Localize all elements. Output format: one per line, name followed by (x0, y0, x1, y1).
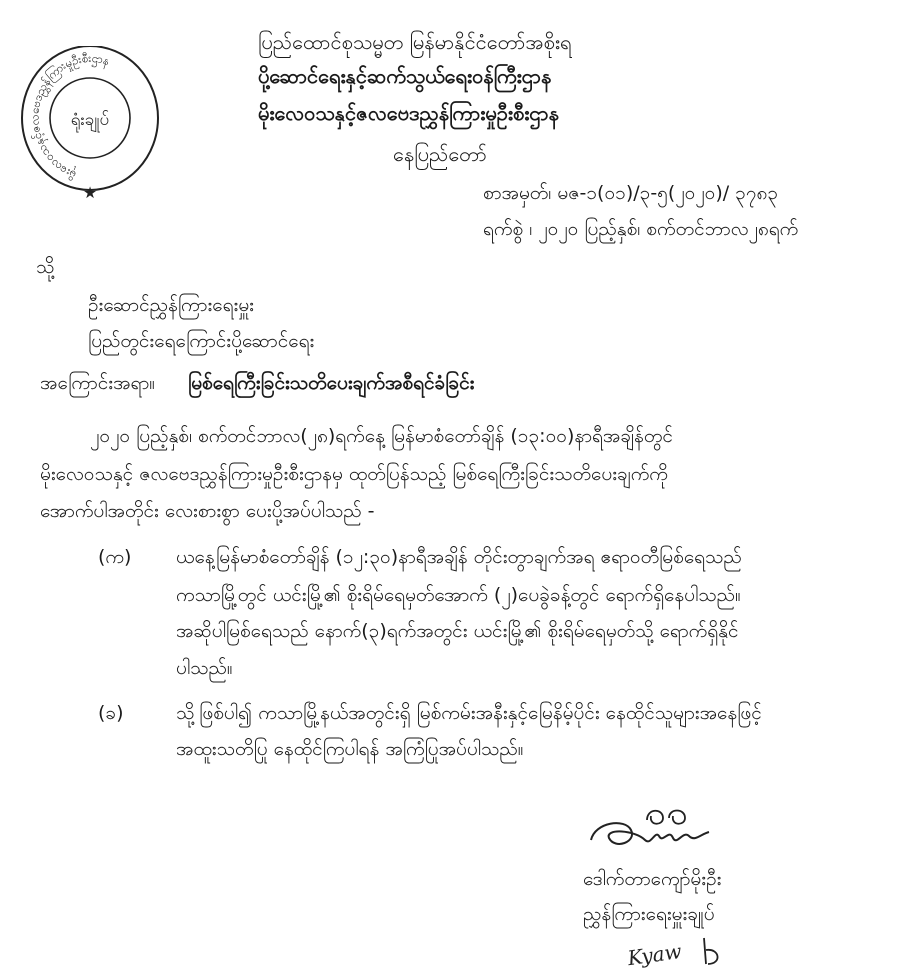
header-line-3: မိုးလေဝသနှင့်ဇလဗေဒညွှန်ကြားမှုဦးစီးဌာန (258, 101, 559, 125)
item-b-label: (ခ) (98, 702, 124, 724)
recipient-line-2: ပြည်တွင်းရေကြောင်းပို့ဆောင်ရေး (88, 330, 315, 352)
recipient-line-1: ဦးဆောင်ညွှန်ကြားရေးမှူး (88, 294, 255, 316)
seal-star-icon: ★ (82, 183, 98, 202)
department-seal (18, 46, 163, 204)
item-a-line-3: အဆိုပါမြစ်ရေသည် နောက်(၃)ရက်အတွင်း ယင်းမြို့၏ စိုးရိမ်ရေမှတ်သို့ ရောက်ရှိနိုင် (176, 620, 739, 642)
item-a-label: (က) (98, 546, 132, 568)
body-intro-line-1: ၂၀၂၀ ပြည့်နှစ်၊ စက်တင်ဘာလ(၂၈)ရက်နေ့ မြန်မာစံတော်ချိန် (၁၃:၀၀)နာရီအချိန်တွင် (90, 425, 673, 447)
seal-center-text: ရုံးချုပ် (70, 110, 110, 130)
body-intro-line-2: မိုးလေဝသနှင့် ဇလဗေဒညွှန်ကြားမှုဦးစီးဌာနမှ ထုတ်ပြန်သည့် မြစ်ရေကြီးခြင်းသတိပေးချက်ကို (40, 463, 668, 485)
signatory-name: ဒေါက်တာကျော်မိုးဦး (583, 868, 722, 890)
item-a-line-1: ယနေ့မြန်မာစံတော်ချိန် (၁၂:၃၀)နာရီအချိန် တိုင်းတွာချက်အရ ဧရာဝတီမြစ်ရေသည် (176, 546, 742, 568)
svg-text:Kyaw: Kyaw (626, 938, 683, 971)
seal-ring-text: မိုးလေဝသနှင့်ဇလဗေဒညွှန်ကြားမှုဦးစီးဌာန (27, 50, 112, 183)
header-line-2: ပို့ဆောင်ရေးနှင့်ဆက်သွယ်ရေးဝန်ကြီးဌာန (258, 64, 552, 88)
subject-text: မြစ်ရေကြီးခြင်းသတိပေးချက်အစီရင်ခံခြင်း (188, 372, 475, 394)
item-b-line-2: အထူးသတိပြု နေထိုင်ကြပါရန် အကြံပြုအပ်ပါသည်။ (176, 738, 524, 760)
header-line-4: နေပြည်တော် (393, 142, 487, 166)
handwritten-initials (622, 928, 732, 972)
item-b-line-1: သို့ဖြစ်ပါ၍ ကသာမြို့နယ်အတွင်းရှိ မြစ်ကမ်းအနီးနှင့်မြေနိမ့်ပိုင်း နေထိုင်သူများအနေဖြင့် (176, 702, 762, 724)
item-a-line-4: ပါသည်။ (176, 657, 233, 679)
letter-number: စာအမှတ်၊ မဇ-၁(၀၁)/၃-၅(၂၀၂၀)/ ၃၇၈၃ (483, 182, 779, 204)
item-a-line-2: ကသာမြို့တွင် ယင်းမြို့၏ စိုးရိမ်ရေမှတ်အောက် (၂)ပေခွဲခန့်တွင် ရောက်ရှိနေပါသည်။ (176, 584, 741, 606)
subject-label: အကြောင်းအရာ။ (40, 372, 156, 394)
handwritten-signature (585, 800, 715, 860)
header-line-1: ပြည်ထောင်စုသမ္မတ မြန်မာနိုင်ငံတော်အစိုးရ (258, 30, 572, 54)
letter-date: ရက်စွဲ ၊ ၂၀၂၀ ပြည့်နှစ်၊ စက်တင်ဘာလ၂၈ရက် (483, 218, 799, 240)
signatory-title: ညွှန်ကြားရေးမှူးချုပ် (583, 903, 715, 925)
recipient-to: သို့ (36, 256, 55, 278)
body-intro-line-3: အောက်ပါအတိုင်း လေးစားစွာ ပေးပို့အပ်ပါသည် - (40, 500, 375, 522)
